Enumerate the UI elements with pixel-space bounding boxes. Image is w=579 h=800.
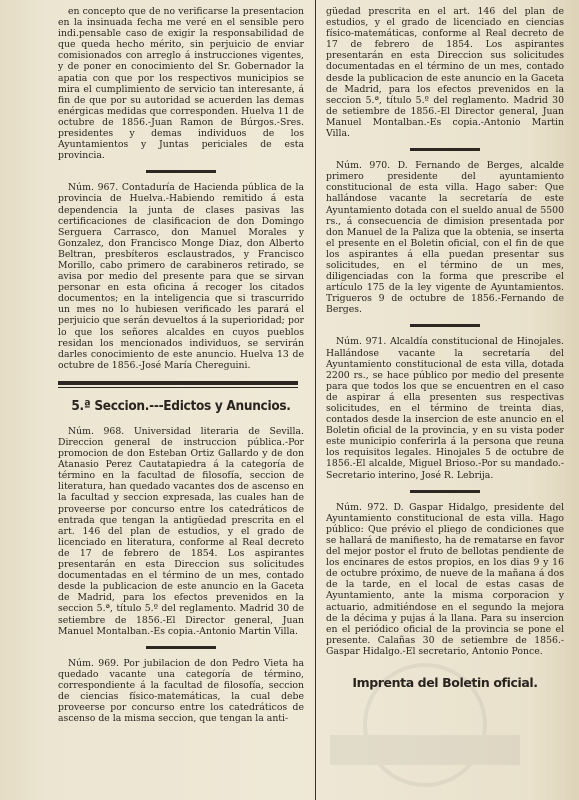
notice-separator	[410, 490, 480, 493]
notice-968	[58, 426, 304, 637]
left-column	[58, 6, 304, 733]
notice-separator	[146, 646, 216, 649]
notice-971-text: Núm. 971. Alcaldía constitucional de Hinojales. Hallándose vacante la secretaría del Ayuntamiento constitucional de esta villa, dotada 2200 rs., se hace público por medio del presente para que todos los que se encuentren en el caso de aspirar á ella presenten sus respectivas solicitudes, en el término de treinta dias, contados desde la insercion de este anuncio en el Boletin oficial de la provincia, y en su vista poder este municipio conferirla á la persona que reuna los requisitos legales. Hinojales 5 de octubre de 1856.-El alcalde, Miguel Brioso.-Por su mandado.-Secretario interino, José R. Lebrija.	[326, 336, 564, 481]
section-rule-top	[58, 381, 298, 385]
notice-972	[326, 502, 564, 657]
notice-970	[326, 160, 564, 315]
notice-969	[58, 658, 304, 725]
notice-separator	[410, 148, 480, 151]
notice-967-text: Núm. 967. Contaduría de Hacienda pública de la provincia de Huelva.-Habiendo remitido á esta dependencia la junta de clases pasivas las certificaciones de clasificacion de don Domingo Serguera Carrasco, don Manuel Morales y Gonzalez, don Francisco Monge Diaz, don Alberto Beltran, presbíteros esclaustrados, y Francisco Morillo, cabo primero de carabineros retirado, se avisa por medio del presente para que se sirvan personar en esta oficina á recoger los citados documentos; en la inteligencia que si trascurrido un mes no lo hubiesen verificado les parará el perjuicio que serán devueltos á la superioridad; por lo que los señores alcaldes en cuyos pueblos residan los mencionados individuos, se servirán darles conocimiento de este anuncio. Huelva 13 de octubre de 1856.-José María Chereguini.	[58, 182, 304, 371]
notice-968-text: Núm. 968. Universidad literaria de Sevilla. Direccion general de instruccion pública.-Por promocion de don Esteban Ortiz Gallardo y de don Atanasio Perez Cautatapiedra á la categoría de término en la facultad de filosofía, seccion de literatura, han quedado vacantes dos de ascenso en la facultad y seccion expresada, las cuales han de proveerse por concurso entre los catedráticos de entrada que tengan la antigüedad prescrita en el art. 146 del plan de estudios, y el grado de licenciado en literatura, conforme al Real decreto de 17 de febrero de 1854. Los aspirantes presentarán en esta Direccion sus solicitudes documentadas en el término de un mes, contado desde la publicacion de este anuncio en la Gaceta de Madrid, para los efectos prevenidos en la seccion 5.ª, título 5.º del reglamento. Madrid 30 de setiembre de 1856.-El Director general, Juan Manuel Montalban.-Es copia.-Antonio Martin Villa.	[58, 425, 304, 637]
notice-969-text: Núm. 969. Por jubilacion de don Pedro Vieta ha quedado vacante una categoría de término, correspondiente á la facultad de filosofía, seccion de ciencias físico-matemáticas, la cual debe proveerse por concurso entre los catedráticos de ascenso de la misma seccion, que tengan la anti-	[58, 657, 304, 725]
notice-separator	[146, 170, 216, 173]
right-column	[326, 6, 564, 688]
notice-971	[326, 336, 564, 480]
printer-footer: Imprenta del Boletin oficial.	[352, 674, 538, 690]
notice-967	[58, 182, 304, 371]
continued-notice-969	[326, 6, 564, 139]
notice-separator	[410, 324, 480, 327]
column-divider	[315, 0, 316, 800]
section-title: 5.ª Seccion.---Edictos y Anuncios.	[71, 397, 291, 414]
notice-972-text: Núm. 972. D. Gaspar Hidalgo, presidente del Ayuntamiento constitucional de esta villa. Hago público: Que prévio el pliego de condiciones que se hallará de manifiesto, ha de rematarse en favor del mejor postor el fruto de bellotas pendiente de los encinares de estos propios, en los dias 9 y 16 de octubre próximo, de nueve de la mañana á dos de la tarde, en el local de estas casas de Ayuntamiento, ante la misma corporacion y actuario, admitiéndose en el segundo la mejora de la décima y pujas á la llana. Para su insercion en el periódico oficial de la provincia se pone el presente. Calañas 30 de setiembre de 1856.-Gaspar Hidalgo.-El secretario, Antonio Ponce.	[326, 501, 564, 657]
continued-notice	[58, 6, 304, 161]
continued-notice-969-text: güedad prescrita en el art. 146 del plan de estudios, y el grado de licenciado en ciencias físico-matemáticas, conforme al Real decreto de 17 de febrero de 1854. Los aspirantes presentarán en esta Direccion sus solicitudes documentadas en el término de un mes, contado desde la publicacion de este anuncio en la Gaceta de Madrid, para los efectos prevenidos en la seccion 5.ª, título 5.º del reglamento. Madrid 30 de setiembre de 1856.-El Director general, Juan Manuel Montalban.-Es copia.-Antonio Martin Villa.	[326, 6, 564, 140]
continued-notice-text: en concepto que de no verificarse la presentacion en la insinuada fecha me veré en el sensible pero indi.pensable caso de exigir la responsabilidad de que queda hecho mérito, sin perjuicio de enviar comisionados con arreglo á instrucciones vigentes, y de poner en conocimiento del Sr. Gobernador la apatia con que por los respectivos municipios se mira el cumplimiento de servicio tan interesante, á fin de que por su autoridad se acuerden las demas enérgicas medidas que corresponden. Huelva 11 de octubre de 1856.-Juan Ramon de Búrgos.-Sres. presidentes y demas individuos de los Ayuntamientos y Juntas periciales de esta provincia.	[58, 6, 304, 162]
notice-970-text: Núm. 970. D. Fernando de Berges, alcalde primero presidente del ayuntamiento constitucional de esta villa. Hago saber: Que hallándose vacante la secretaría de este Ayuntamiento dotada con el sueldo anual de 5500 rs., á consecuencia de dimision presentada por don Manuel de la Paliza que la obtenia, se inserta el presente en el Boletin oficial, con el fin de que los aspirantes á ella puedan presentar sus solicitudes, en el término de un mes, diligenciadas con la forma que prescribe el artículo 175 de la ley vigente de Ayuntamientos. Trigueros 9 de octubre de 1856.-Fernando de Berges.	[326, 160, 564, 316]
section-rule-thin	[58, 387, 298, 388]
